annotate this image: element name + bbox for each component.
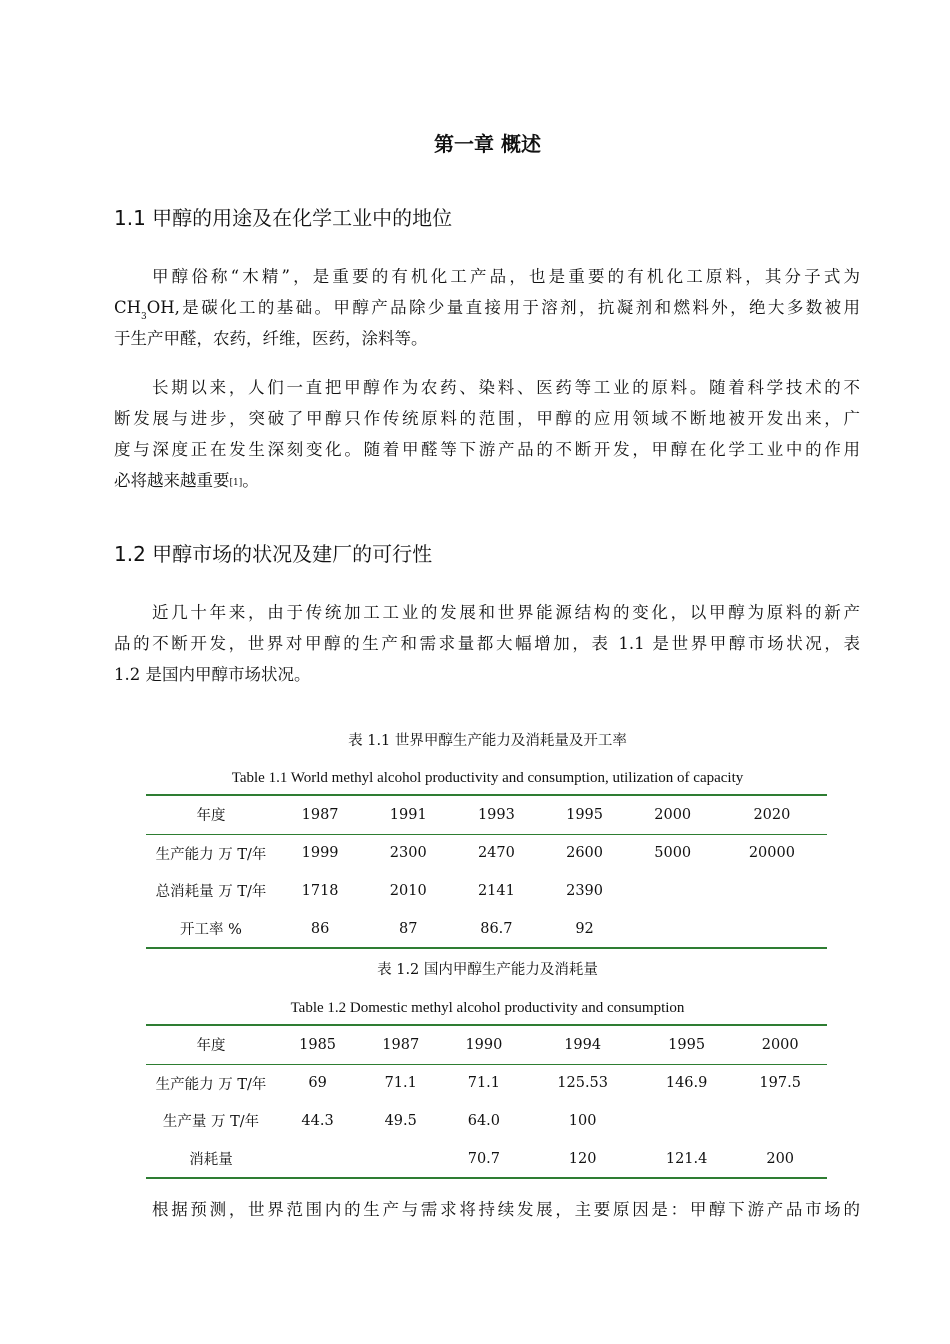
table-row: [146, 1102, 827, 1140]
paragraph-line: 长期以来，人们一直把甲醇作为农药、染料、医药等工业的原料。随着科学技术的不: [152, 378, 860, 397]
table-cell: [640, 1102, 734, 1140]
table-cell: 44.3: [301, 1112, 334, 1129]
paragraph-forecast: [114, 1194, 860, 1225]
table2-caption-cn: 表 1.2 国内甲醇生产能力及消耗量: [377, 962, 598, 978]
table-header-cell: 2020: [717, 795, 827, 834]
line-text: OH,是碳化工的基础。甲醇产品除少量直接用于溶剂，抗凝剂和燃料外，绝大多数被用: [146, 298, 860, 317]
citation-reference: [1]: [229, 478, 243, 488]
table-cell: 71.1: [467, 1075, 501, 1092]
paragraph-methanol-history: [114, 372, 860, 496]
table-cell: 2470: [477, 845, 515, 862]
table-cell: 2141: [477, 882, 515, 899]
table-cell: [359, 1140, 442, 1179]
table-cell: 121.4: [665, 1150, 708, 1167]
table-header-row: [146, 1025, 827, 1064]
paragraph-line: 1.2 是国内甲醇市场状况。: [114, 665, 311, 684]
table-cell: 100: [568, 1112, 597, 1129]
table-cell: 87: [399, 920, 418, 937]
table-cell: 64.0: [467, 1112, 501, 1129]
table-header-cell: 1991: [364, 795, 452, 834]
table-cell: 1718: [301, 882, 339, 899]
formula-ch: CH: [114, 298, 142, 317]
chapter-title: 第一章 概述: [434, 132, 541, 156]
table-header-cell: 2000: [629, 795, 717, 834]
table-row: [146, 1064, 827, 1102]
paragraph-methanol-uses: [114, 261, 860, 354]
table-world-methanol: [146, 794, 827, 949]
table-header-cell: 1995: [540, 795, 628, 834]
table-header-row: [146, 795, 827, 834]
table-domestic-methanol: [146, 1024, 827, 1179]
table-header-cell: 1987: [359, 1025, 442, 1064]
table-header-cell: 1993: [452, 795, 540, 834]
table-header-cell: 1987: [276, 795, 364, 834]
paragraph-line: [114, 292, 860, 323]
table-cell: 70.7: [467, 1150, 501, 1167]
table1-caption-en: Table 1.1 World methyl alcohol productivity and consumption, utilization of capacity: [231, 770, 744, 786]
table-header-cell: 1995: [640, 1025, 734, 1064]
table-cell: 2010: [389, 882, 427, 899]
table-row: [146, 910, 827, 949]
table-header-cell: 年度: [146, 1025, 276, 1064]
paragraph-line: 品的不断开发，世界对甲醇的生产和需求量都大幅增加，表 1.1 是世界甲醇市场状况，表: [114, 634, 860, 653]
line-text: 必将越来越重要: [114, 471, 230, 490]
table-cell: 20000: [748, 845, 795, 862]
table-row-label: 消耗量: [189, 1152, 233, 1169]
table2-caption-en: Table 1.2 Domestic methyl alcohol productivity and consumption: [290, 1000, 685, 1016]
table-row: [146, 834, 827, 872]
section-heading-1-2: 1.2 甲醇市场的状况及建厂的可行性: [114, 542, 433, 566]
table-header-cell: 1994: [525, 1025, 639, 1064]
table-row-label: 开工率 %: [180, 922, 242, 939]
table-row-label: 生产能力 万 T/年: [155, 846, 267, 863]
table-cell: 92: [575, 920, 594, 937]
table-header-cell: 1990: [442, 1025, 525, 1064]
paragraph-line: 近几十年来，由于传统加工工业的发展和世界能源结构的变化，以甲醇为原料的新产: [152, 603, 860, 622]
table-header-cell: 年度: [146, 795, 276, 834]
table-header-cell: 2000: [733, 1025, 827, 1064]
table-cell: 1999: [301, 845, 339, 862]
table-row-label: 总消耗量 万 T/年: [155, 884, 267, 901]
table-row: [146, 872, 827, 910]
table-cell: [629, 910, 717, 949]
table-cell: 2390: [566, 882, 603, 899]
table-cell: 125.53: [557, 1075, 609, 1092]
paragraph-line: 于生产甲醛，农药，纤维，医药，涂料等。: [114, 329, 428, 348]
paragraph-market-status: [114, 597, 860, 690]
table-cell: [733, 1102, 827, 1140]
paragraph-line: [114, 465, 860, 496]
table-cell: [629, 872, 717, 910]
table-cell: 2600: [566, 845, 603, 862]
paragraph-line: 甲醇俗称“木精”，是重要的有机化工产品，也是重要的有机化工原料，其分子式为: [152, 267, 860, 286]
table-cell: 146.9: [665, 1075, 708, 1092]
table-cell: [276, 1140, 359, 1179]
table-cell: 86: [310, 920, 330, 937]
table-header-cell: 1985: [276, 1025, 359, 1064]
table-cell: 2300: [389, 845, 427, 862]
table-cell: 120: [568, 1150, 597, 1167]
section-heading-1-1: 1.1 甲醇的用途及在化学工业中的地位: [114, 206, 453, 230]
table-cell: 71.1: [384, 1075, 417, 1092]
table-cell: 69: [308, 1075, 327, 1092]
table-cell: [717, 872, 827, 910]
table-cell: 197.5: [759, 1075, 801, 1092]
table-row-label: 生产量 万 T/年: [162, 1114, 260, 1131]
table-cell: 49.5: [384, 1112, 417, 1129]
line-text: 。: [242, 471, 259, 490]
formula-subscript: 3: [141, 312, 147, 322]
table-cell: 86.7: [480, 920, 513, 937]
table-row: [146, 1140, 827, 1179]
paragraph-line: 根据预测，世界范围内的生产与需求将持续发展，主要原因是：甲醇下游产品市场的: [152, 1200, 860, 1219]
table1-caption-cn: 表 1.1 世界甲醇生产能力及消耗量及开工率: [348, 733, 627, 749]
paragraph-line: 断发展与进步，突破了甲醇只作传统原料的范围，甲醇的应用领域不断地被开发出来，广: [114, 409, 860, 428]
table-cell: [717, 910, 827, 949]
table-cell: 5000: [654, 845, 692, 862]
paragraph-line: 度与深度正在发生深刻变化。随着甲醛等下游产品的不断开发，甲醇在化学工业中的作用: [114, 440, 860, 459]
table-cell: 200: [766, 1150, 795, 1167]
table-row-label: 生产能力 万 T/年: [155, 1076, 267, 1093]
